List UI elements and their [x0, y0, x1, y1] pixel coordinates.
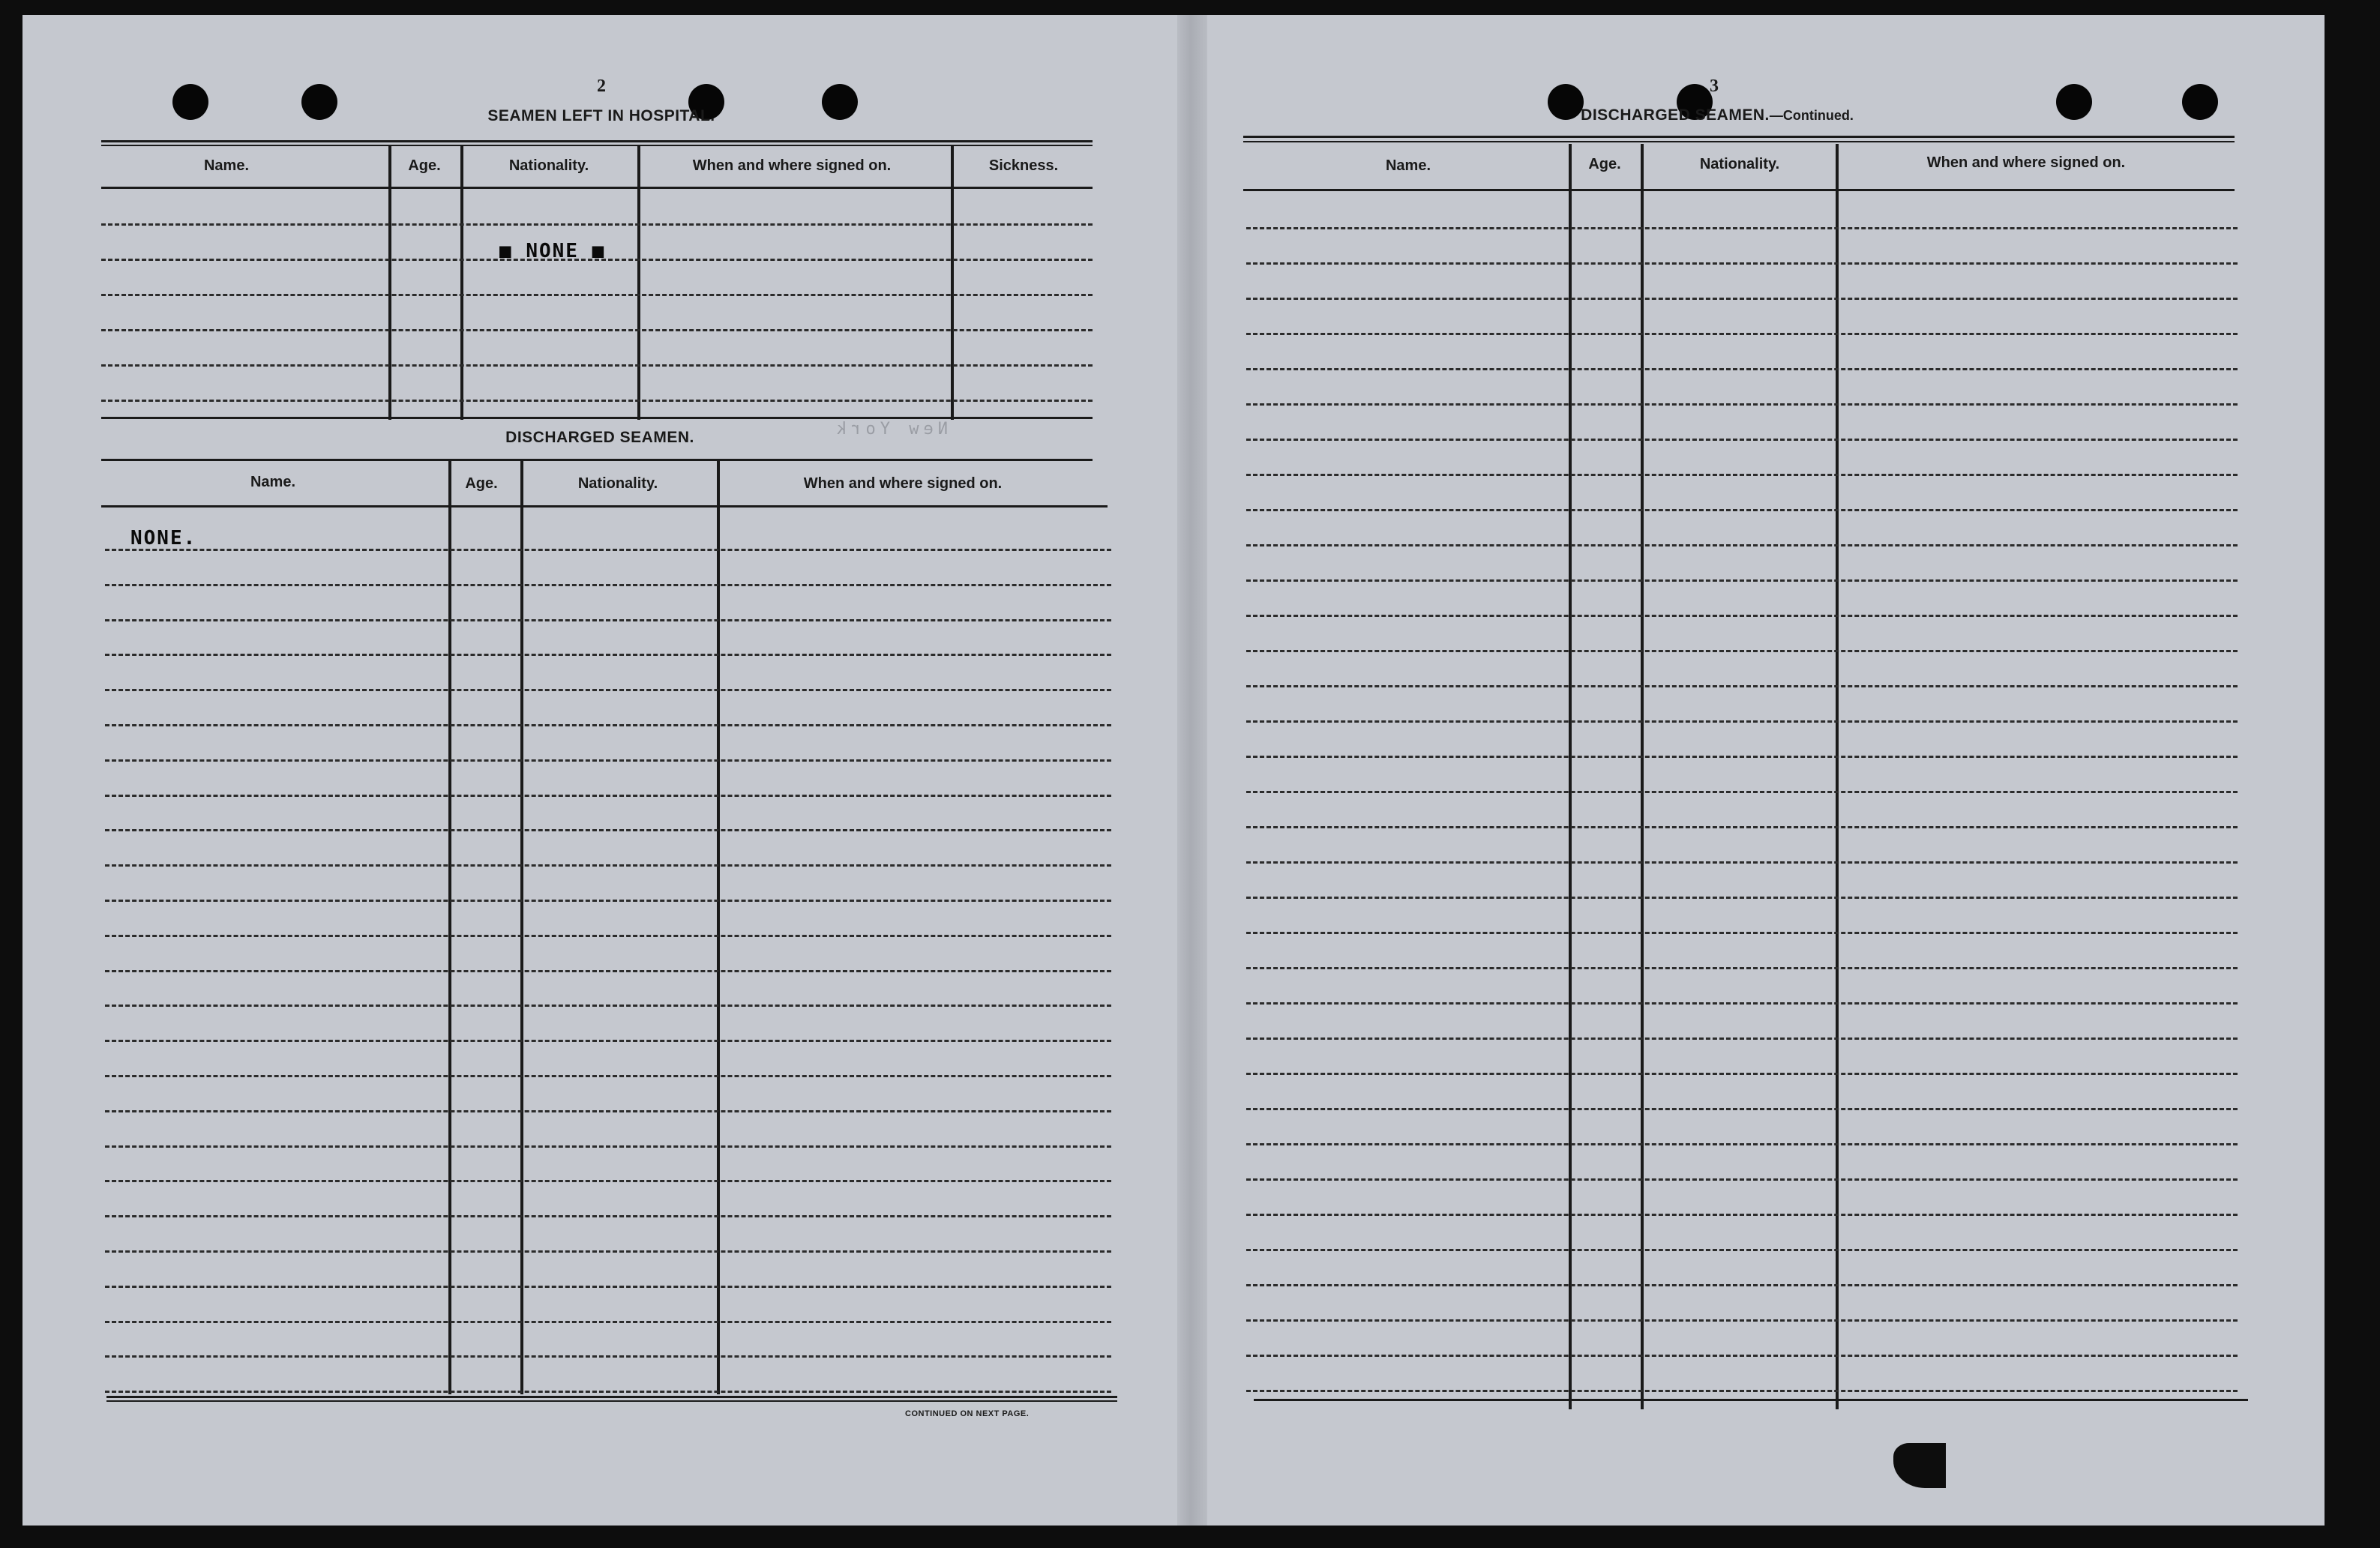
row-line	[105, 935, 1111, 937]
hospital-col-divider	[388, 146, 391, 420]
row-line	[1246, 1249, 2238, 1251]
row-line	[105, 1321, 1111, 1323]
hospital-header-name: Name.	[203, 157, 250, 174]
row-line	[105, 689, 1111, 691]
row-line	[105, 970, 1111, 972]
row-line	[1246, 298, 2238, 300]
punch-hole	[172, 84, 208, 120]
row-line	[1246, 1284, 2238, 1286]
row-line	[105, 1391, 1111, 1393]
left-page-number: 2	[597, 76, 606, 96]
row-line	[1246, 932, 2238, 934]
row-line	[105, 1355, 1111, 1358]
right-bottom-rule	[1254, 1399, 2248, 1401]
row-line	[1246, 403, 2238, 406]
hospital-col-divider	[637, 146, 640, 420]
bleed-through-text: New York	[832, 420, 948, 439]
row-line	[1246, 544, 2238, 546]
torn-corner	[1893, 1443, 1946, 1488]
row-line	[105, 864, 1111, 867]
page-gutter	[1177, 15, 1207, 1526]
row-line	[1246, 439, 2238, 441]
discharged-col-divider	[717, 461, 720, 1394]
row-line	[1246, 1214, 2238, 1216]
row-line	[1246, 1037, 2238, 1040]
punch-hole	[301, 84, 337, 120]
right-top-rule-2	[1243, 141, 2235, 142]
discharged-col-divider	[448, 461, 451, 1394]
row-line	[105, 584, 1111, 586]
punch-hole	[1548, 84, 1584, 120]
row-line	[1246, 685, 2238, 687]
hospital-top-rule-2	[101, 145, 1093, 146]
discharged-top-rule	[101, 459, 1093, 461]
row-line	[1246, 262, 2238, 265]
discharged-header-rule	[101, 505, 1108, 508]
row-line	[1246, 650, 2238, 652]
left-bottom-rule-2	[106, 1400, 1117, 1402]
row-line	[105, 1180, 1111, 1182]
row-line	[1246, 1319, 2238, 1322]
row-line	[1246, 227, 2238, 229]
right-header-nationality: Nationality.	[1699, 156, 1780, 172]
row-line	[105, 795, 1111, 797]
hospital-none-stamp: ■ NONE ■	[499, 240, 606, 262]
right-header-age: Age.	[1588, 156, 1621, 172]
row-line	[1246, 720, 2238, 723]
hospital-header-nationality: Nationality.	[508, 157, 589, 174]
punch-hole	[2056, 84, 2092, 120]
discharged-header-name: Name.	[250, 474, 296, 490]
discharged-header-nationality: Nationality.	[577, 475, 658, 492]
hospital-section-title: SEAMEN LEFT IN HOSPITAL.	[487, 107, 715, 124]
row-line	[105, 1215, 1111, 1217]
hospital-col-divider	[951, 146, 954, 420]
row-line	[105, 900, 1111, 902]
row-line	[1246, 897, 2238, 899]
row-line	[1246, 579, 2238, 582]
right-top-rule	[1243, 136, 2235, 138]
row-line	[1246, 861, 2238, 864]
row-line	[1246, 1002, 2238, 1005]
hospital-header-rule	[101, 187, 1093, 189]
continued-footer: CONTINUED ON NEXT PAGE.	[905, 1409, 1030, 1418]
row-line	[1246, 967, 2238, 969]
row-line	[105, 759, 1111, 762]
punch-hole	[2182, 84, 2218, 120]
stamp-dot: ■	[499, 240, 513, 262]
hospital-header-signed-on: When and where signed on.	[692, 157, 892, 174]
hospital-bottom-rule	[101, 417, 1093, 419]
row-line	[1246, 615, 2238, 617]
row-line	[105, 549, 1111, 551]
discharged-continued-title: DISCHARGED SEAMEN.—Continued.	[1581, 106, 1854, 124]
row-line	[105, 829, 1111, 831]
left-bottom-rule	[106, 1396, 1117, 1398]
row-line	[105, 1110, 1111, 1112]
hospital-header-age: Age.	[408, 157, 441, 174]
row-line	[1246, 1390, 2238, 1392]
row-line	[1246, 1108, 2238, 1110]
row-line	[1246, 1073, 2238, 1075]
row-line	[105, 1005, 1111, 1007]
row-line	[105, 654, 1111, 656]
row-line	[105, 1145, 1111, 1148]
right-page-number: 3	[1710, 76, 1719, 96]
discharged-col-divider	[520, 461, 523, 1394]
row-line	[1246, 1355, 2238, 1357]
row-line	[105, 1075, 1111, 1077]
row-line	[1246, 368, 2238, 370]
right-header-name: Name.	[1385, 157, 1431, 174]
discharged-header-age: Age.	[465, 475, 498, 492]
row-line	[105, 1286, 1111, 1288]
row-line	[1246, 826, 2238, 828]
hospital-col-divider	[460, 146, 463, 420]
row-line	[1246, 791, 2238, 793]
right-header-rule	[1243, 189, 2235, 191]
right-header-signed-on: When and where signed on.	[1926, 154, 2126, 171]
punch-hole	[822, 84, 858, 120]
row-line	[1246, 474, 2238, 476]
hospital-top-rule	[101, 140, 1093, 142]
row-line	[1246, 1178, 2238, 1181]
hospital-header-sickness: Sickness.	[988, 157, 1059, 174]
document-sheet	[22, 15, 2325, 1526]
discharged-none-stamp: NONE.	[130, 527, 197, 549]
stamp-dot: ■	[592, 240, 606, 262]
discharged-section-title: DISCHARGED SEAMEN.	[505, 429, 694, 446]
row-line	[105, 724, 1111, 726]
row-line	[105, 1250, 1111, 1253]
row-line	[105, 619, 1111, 621]
row-line	[1246, 756, 2238, 758]
row-line	[1246, 333, 2238, 335]
discharged-header-signed-on: When and where signed on.	[803, 475, 1003, 492]
row-line	[105, 1040, 1111, 1042]
row-line	[1246, 509, 2238, 511]
row-line	[1246, 1143, 2238, 1145]
